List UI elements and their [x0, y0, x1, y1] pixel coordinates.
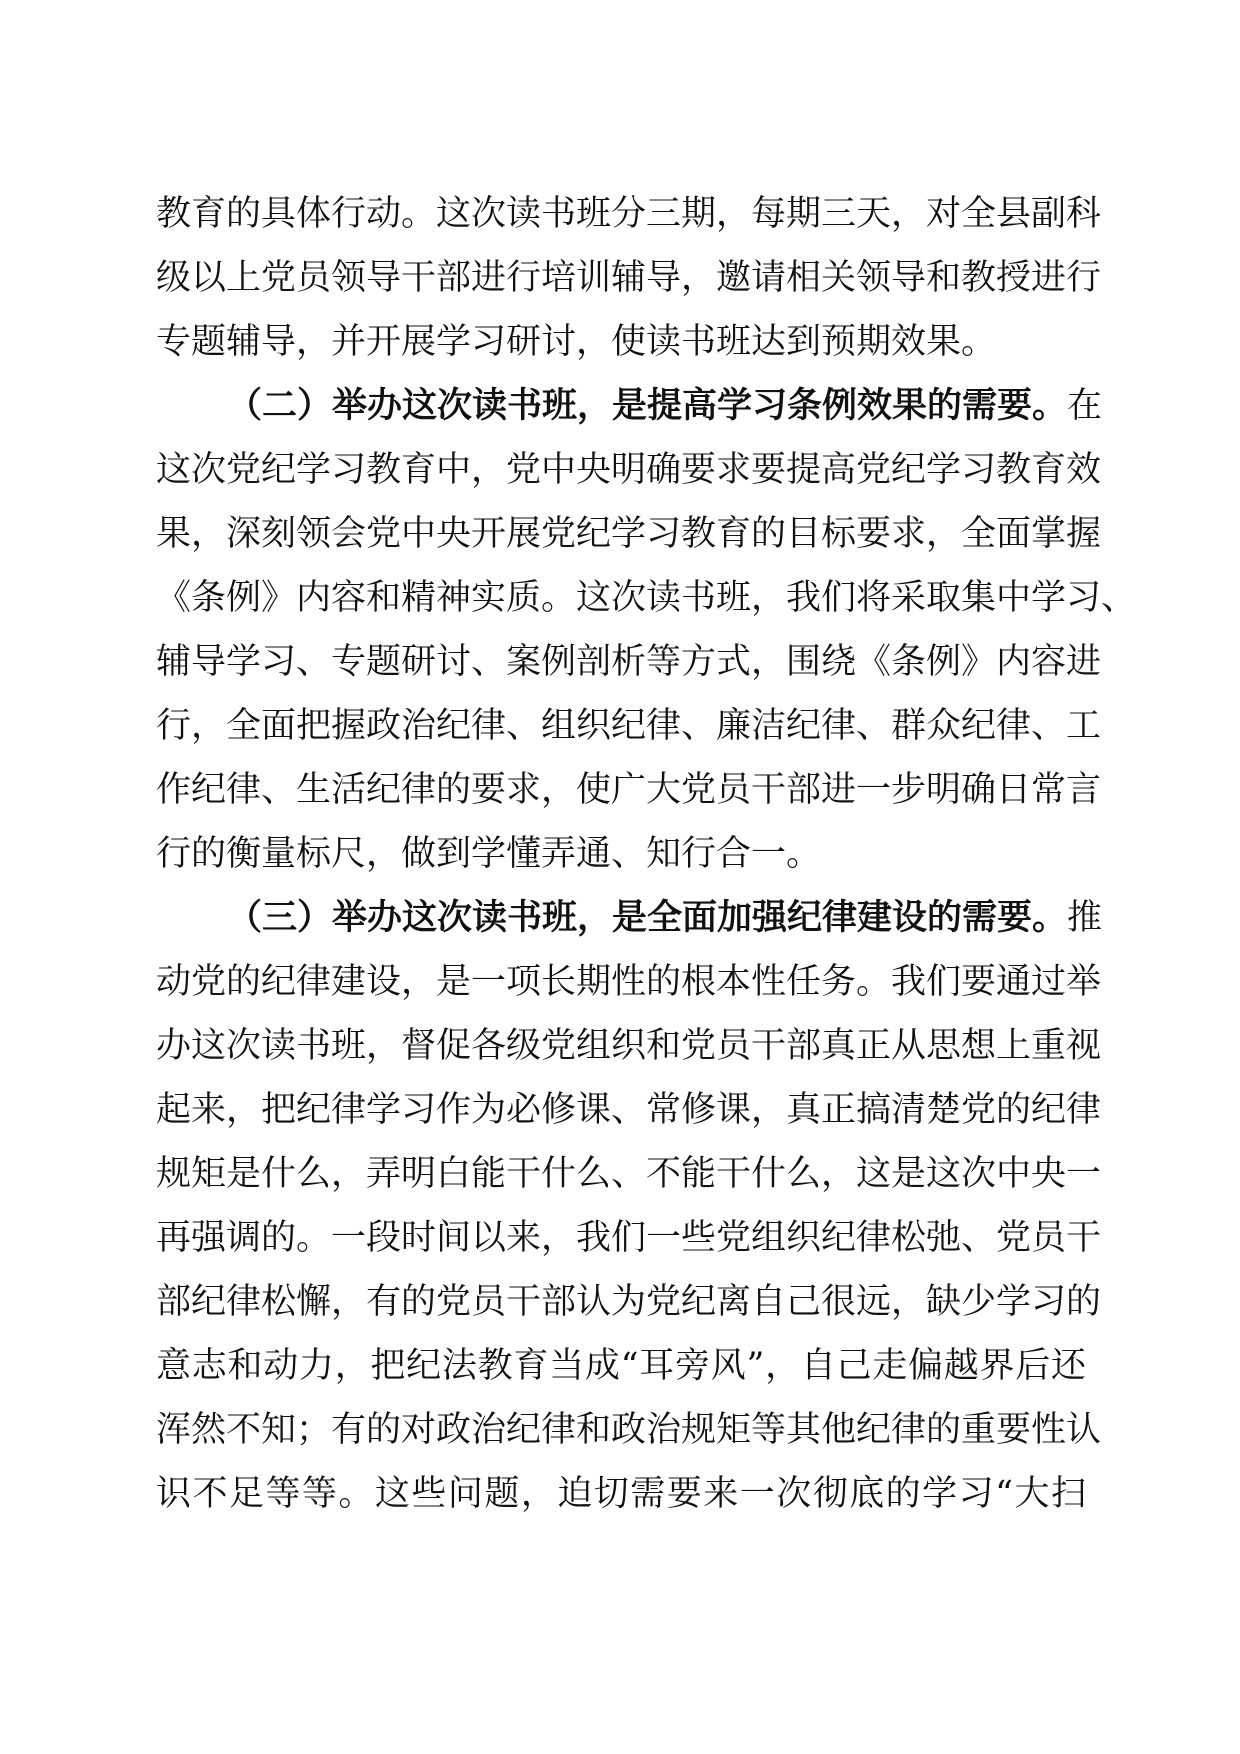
body-text-line: 意志和动力，把纪法教育当成“耳旁风”，自己走偏越界后还 [156, 1346, 1086, 1386]
body-text-line: 识不足等等。这些问题，迫切需要来一次彻底的学习“大扫 [156, 1474, 1086, 1514]
section-heading-3-line: （三）举办这次读书班，是全面加强纪律建设的需要。推 [227, 897, 1103, 938]
body-text-line: 级以上党员领导干部进行培训辅导，邀请相关领导和教授进行 [156, 258, 1102, 298]
body-text-line: 果，深刻领会党中央开展党纪学习教育的目标要求，全面掌握 [156, 514, 1102, 554]
body-text-line: 行的衡量标尺，做到学懂弄通、知行合一。 [156, 834, 822, 874]
body-text-line: 《条例》内容和精神实质。这次读书班，我们将采取集中学习、 [156, 578, 1137, 618]
section-heading-2-line: （二）举办这次读书班，是提高学习条例效果的需要。在 [227, 385, 1103, 426]
body-text-line: 作纪律、生活纪律的要求，使广大党员干部进一步明确日常言 [156, 770, 1102, 810]
body-text-line: 浑然不知；有的对政治纪律和政治规矩等其他纪律的重要性认 [156, 1410, 1102, 1450]
body-text-line: 办这次读书班，督促各级党组织和党员干部真正从思想上重视 [156, 1026, 1102, 1066]
body-text-line: 动党的纪律建设，是一项长期性的根本性任务。我们要通过举 [156, 962, 1102, 1002]
body-text-line: 部纪律松懈，有的党员干部认为党纪离自己很远，缺少学习的 [156, 1282, 1102, 1322]
body-text-line: 再强调的。一段时间以来，我们一些党组织纪律松弛、党员干 [156, 1218, 1102, 1258]
body-text-line: 教育的具体行动。这次读书班分三期，每期三天，对全县副科 [156, 194, 1102, 234]
body-text-line: 辅导学习、专题研讨、案例剖析等方式，围绕《条例》内容进 [156, 642, 1102, 682]
body-text-line: 行，全面把握政治纪律、组织纪律、廉洁纪律、群众纪律、工 [156, 706, 1102, 746]
body-text-line: 规矩是什么，弄明白能干什么、不能干什么，这是这次中央一 [156, 1154, 1102, 1194]
body-text-line: 专题辅导，并开展学习研讨，使读书班达到预期效果。 [156, 322, 997, 362]
body-text-line: 起来，把纪律学习作为必修课、常修课，真正搞清楚党的纪律 [156, 1090, 1102, 1130]
body-text-line: 这次党纪学习教育中，党中央明确要求要提高党纪学习教育效 [156, 450, 1102, 490]
